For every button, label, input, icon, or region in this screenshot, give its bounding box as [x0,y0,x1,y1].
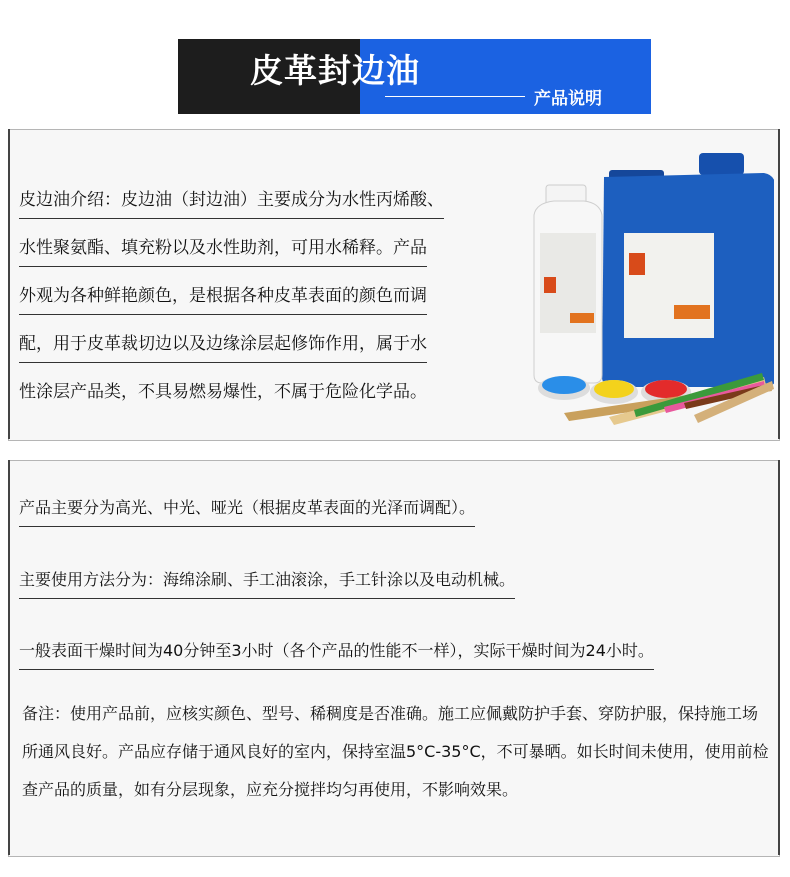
details-section [8,460,780,857]
subtitle-rule [385,96,525,97]
header-banner [178,39,651,114]
usage-text: 主要使用方法分为：海绵涂刷、手工油滚涂，手工针涂以及电动机械。 [19,567,515,599]
gloss-text: 产品主要分为高光、中光、哑光（根据皮革表面的光泽而调配）。 [19,495,475,527]
page-subtitle: 产品说明 [534,89,602,109]
note-text: 备注：使用产品前，应核实颜色、型号、稀稠度是否准确。施工应佩戴防护手套、穿防护服，保持施工场所通风良好。产品应存储于通风良好的室内，保持室温5°C-35°C，不可暴晒。如长时间未使用，使用前检查产品的质量，如有分层现象，应充分搅拌均匀再使用，不影响效果。 [22,704,769,799]
intro-line: 外观为各种鲜艳颜色，是根据各种皮革表面的颜色而调 [19,284,427,315]
intro-line: 水性聚氨酯、填充粉以及水性助剂，可用水稀释。产品 [19,236,427,267]
intro-line: 性涂层产品类，不具易燃易爆性，不属于危险化学品。 [19,382,427,402]
product-image [514,145,774,425]
intro-section [8,129,780,441]
page-title: 皮革封边油 [250,51,420,90]
intro-line: 皮边油介绍：皮边油（封边油）主要成分为水性丙烯酸、 [19,188,444,219]
intro-line: 配，用于皮革裁切边以及边缘涂层起修饰作用，属于水 [19,332,427,363]
drying-text: 一般表面干燥时间为40分钟至3小时（各个产品的性能不一样），实际干燥时间为24小时。 [19,638,654,670]
